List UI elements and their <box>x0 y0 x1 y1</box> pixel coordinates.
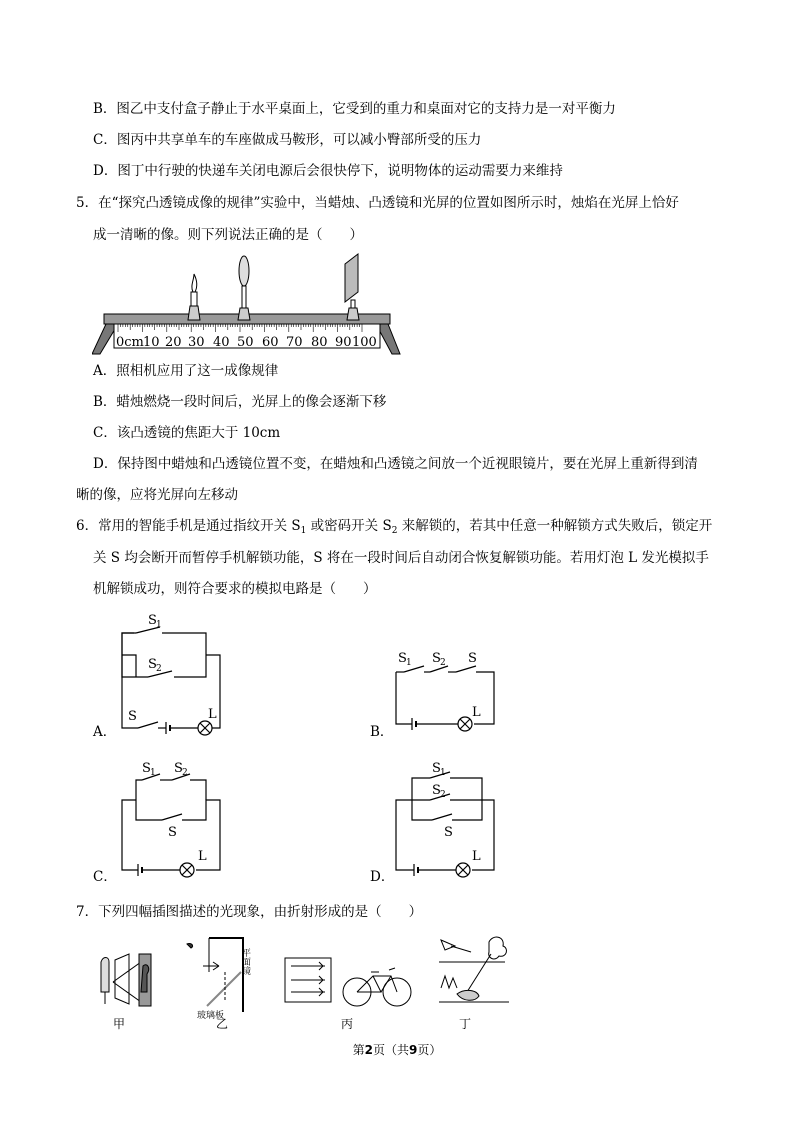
scale-labels <box>116 335 377 350</box>
page-number: 2 <box>364 1043 373 1057</box>
switch-s-label: S <box>128 709 137 724</box>
svg-text:L: L <box>472 849 481 864</box>
scale-label-60: 60 <box>262 335 279 350</box>
q6-stem-part: 或密码开关 S <box>306 518 392 534</box>
fig-jia-shadow-illustration <box>101 954 151 1006</box>
caption-jia: 甲 <box>113 1017 126 1031</box>
svg-text:2: 2 <box>440 658 446 668</box>
footer-text: 第 <box>352 1043 365 1057</box>
scale-label-40: 40 <box>213 335 230 350</box>
q4-option-c: C．图丙中共享单车的车座做成马鞍形，可以减小臀部所受的压力 <box>93 132 482 148</box>
mirror-label: 平面镜 <box>240 948 250 975</box>
q5-option-d-line1: D．保持图中蜡烛和凸透镜位置不变，在蜡烛和凸透镜之间放一个近视眼镜片，要在光屏上重新得到清 <box>93 456 698 472</box>
s2-subscript: 2 <box>391 526 398 536</box>
fig-ding-fishing-illustration <box>439 937 509 1002</box>
page-footer <box>0 1041 794 1058</box>
svg-text:1: 1 <box>406 658 412 668</box>
svg-text:L: L <box>472 705 481 720</box>
optical-bench-diagram <box>92 252 402 361</box>
q6-label-a: A． <box>93 724 117 740</box>
svg-text:S: S <box>142 761 151 776</box>
light-screen-icon <box>345 254 359 320</box>
svg-text:1: 1 <box>156 620 162 630</box>
q6-stem-part: 来解锁的，若其中任意一种解锁方式失败后，锁定开 <box>397 518 713 534</box>
q5-option-b: B．蜡烛燃烧一段时间后，光屏上的像会逐渐下移 <box>93 394 387 410</box>
q4-option-d: D．图丁中行驶的快递车关闭电源后会很快停下，说明物体的运动需要力来维持 <box>93 163 563 179</box>
q5-option-d-line2: 晰的像，应将光屏向左移动 <box>76 487 238 503</box>
circuit-d-diagram <box>388 756 508 888</box>
q6-label-c: C． <box>93 869 117 885</box>
q6-label-d: D． <box>370 869 395 885</box>
q7-stem: 7．下列四幅插图描述的光现象，由折射形成的是（ ） <box>76 904 423 920</box>
q4-option-b: B．图乙中支付盒子静止于水平桌面上，它受到的重力和桌面对它的支持力是一对平衡力 <box>93 101 616 117</box>
svg-text:S: S <box>468 651 477 666</box>
glass-plate-label: 玻璃板 <box>197 1011 225 1021</box>
total-pages: 9 <box>409 1043 418 1057</box>
svg-text:S: S <box>432 651 441 666</box>
circuit-a-diagram <box>112 610 232 744</box>
svg-text:S: S <box>168 825 177 840</box>
svg-text:L: L <box>198 849 207 864</box>
q7-illustrations <box>95 932 535 1036</box>
scale-label-0: 0cm <box>116 335 144 350</box>
svg-text:2: 2 <box>182 768 188 778</box>
svg-text:S: S <box>432 783 441 798</box>
q5-option-a: A．照相机应用了这一成像规律 <box>93 363 279 379</box>
candle-icon <box>188 274 200 320</box>
footer-text: 页（共 <box>372 1043 409 1057</box>
circuit-b-diagram <box>388 646 508 740</box>
scale-label-50: 50 <box>237 335 254 350</box>
s1-subscript: 1 <box>300 526 307 536</box>
q5-option-c: C．该凸透镜的焦距大于 10cm <box>93 425 281 441</box>
svg-text:1: 1 <box>150 768 156 778</box>
svg-text:S: S <box>444 825 453 840</box>
svg-text:S: S <box>398 651 407 666</box>
scale-label-10: 10 <box>143 335 160 350</box>
fig-bing-bicycle-illustration <box>285 958 411 1006</box>
scale-label-100: 100 <box>352 335 377 350</box>
lamp-l-label: L <box>208 707 217 722</box>
svg-text:S: S <box>174 761 183 776</box>
q5-stem-line1: 5．在“探究凸透镜成像的规律”实验中，当蜡烛、凸透镜和光屏的位置如图所示时，烛焰在光屏上恰好 <box>76 195 679 211</box>
fig-yi-mirror-illustration <box>187 938 243 1012</box>
circuit-c-diagram <box>112 756 232 888</box>
scale-label-20: 20 <box>165 335 182 350</box>
svg-text:2: 2 <box>156 664 162 674</box>
svg-text:1: 1 <box>440 768 446 778</box>
q6-stem-line2: 关 S 均会断开而暂停手机解锁功能，S 将在一段时间后自动闭合恢复解锁功能。若用灯泡 L 发光模拟手 <box>93 550 709 566</box>
caption-ding: 丁 <box>459 1017 472 1031</box>
footer-text: 页） <box>417 1043 442 1057</box>
svg-text:2: 2 <box>440 790 446 800</box>
scale-label-90: 90 <box>335 335 352 350</box>
q6-stem-line3: 机解锁成功，则符合要求的模拟电路是（ ） <box>93 581 377 597</box>
caption-yi: 乙 <box>216 1017 229 1031</box>
scale-label-80: 80 <box>311 335 328 350</box>
switch-s1-label: S <box>148 613 157 628</box>
convex-lens-icon <box>238 256 250 320</box>
caption-bing: 丙 <box>341 1017 354 1031</box>
q6-stem-line1 <box>76 517 712 540</box>
q5-stem-line2: 成一清晰的像。则下列说法正确的是（ ） <box>93 227 363 243</box>
q6-label-b: B． <box>370 724 394 740</box>
scale-label-70: 70 <box>286 335 303 350</box>
svg-text:S: S <box>432 761 441 776</box>
scale-label-30: 30 <box>188 335 205 350</box>
q6-stem-part: 6．常用的智能手机是通过指纹开关 S <box>76 518 301 534</box>
switch-s2-label: S <box>148 657 157 672</box>
